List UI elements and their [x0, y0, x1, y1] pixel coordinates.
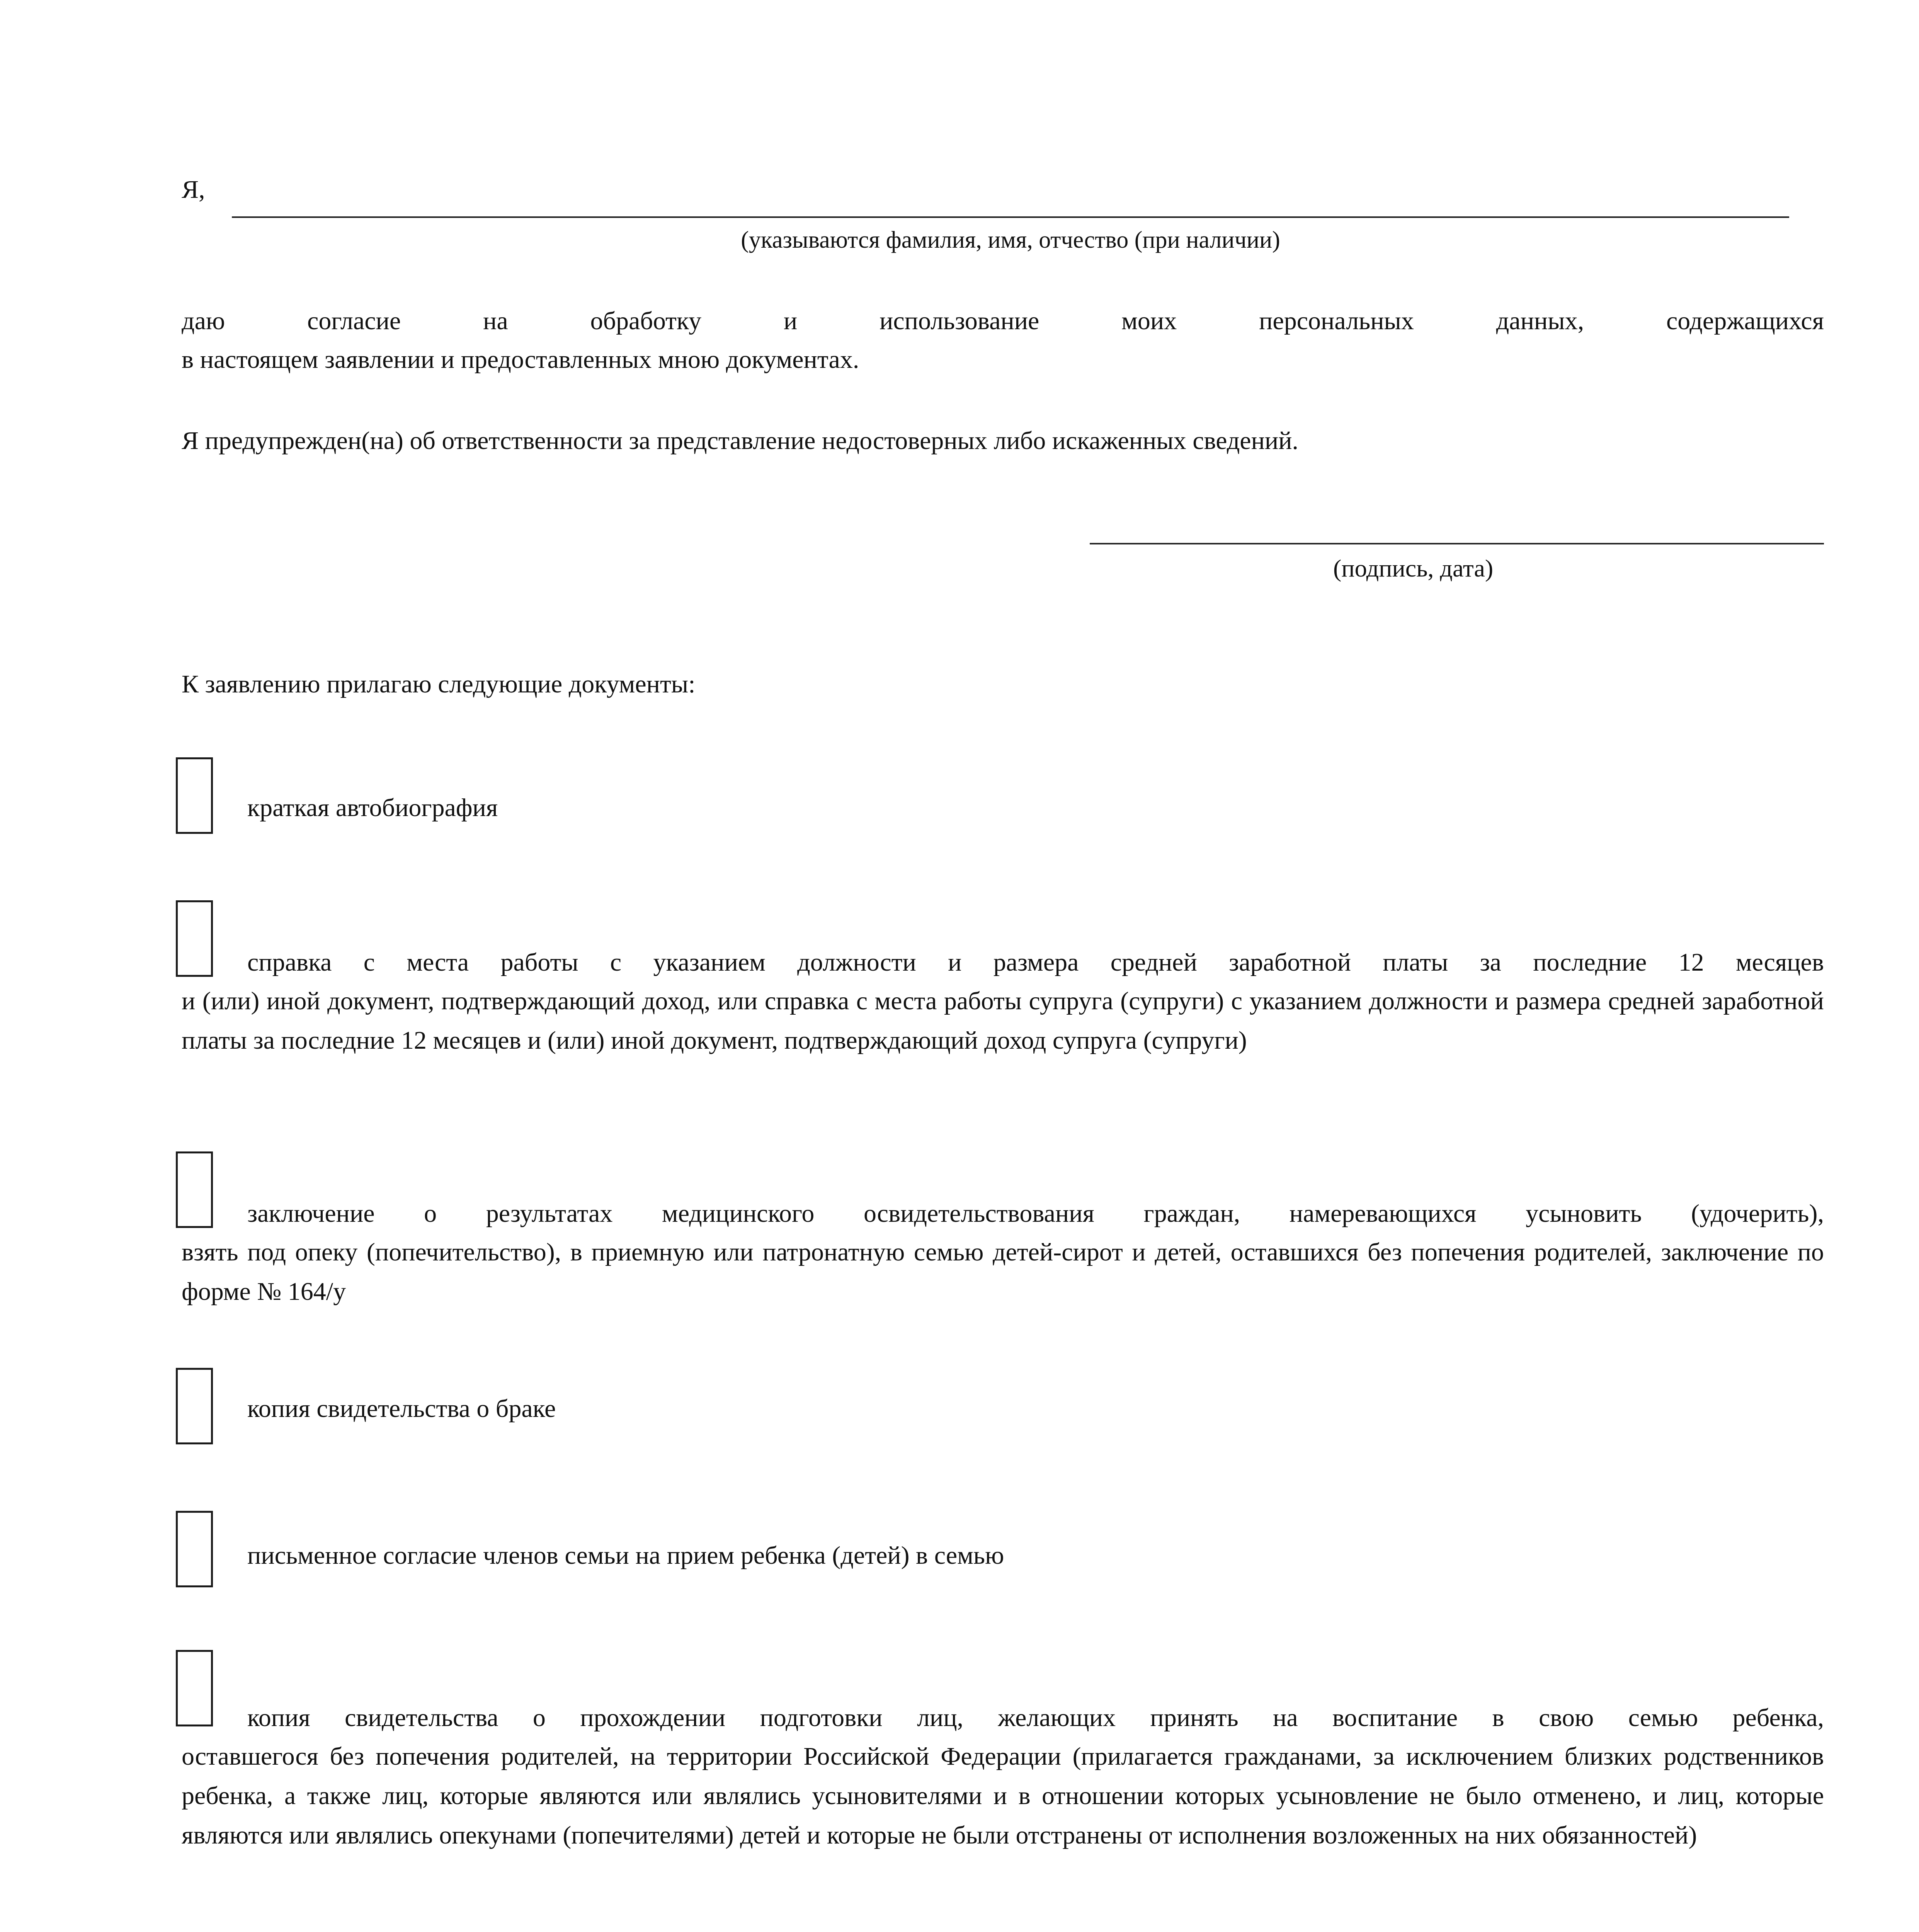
checkbox-family-consent[interactable] [176, 1511, 213, 1587]
attachment-training-certificate-cont: оставшегося без попечения родителей, на территории Российской Федерации (прилагается гражданами, за исключением близких родственников ребенка, а также лиц, которые являются или являлись усыновителями и в отношении которых усыновление не было отменено, и лиц, которые являются или являлись опекунами (попечителями) детей и которые не были отстранены от исполнения возложенных на них обязанностей) [182, 1742, 1824, 1849]
checkbox-autobiography[interactable] [176, 757, 213, 834]
attachment-medical-report: заключение о результатах медицинского освидетельствования граждан, намеревающихся усыновить (удочерить), [247, 1199, 1824, 1228]
signature-date-field[interactable] [1090, 543, 1824, 544]
attachments-heading: К заявлению прилагаю следующие документы: [182, 670, 696, 698]
consent-line-1: даю согласие на обработку и использование моих персональных данных, содержащихся [182, 307, 1824, 335]
checkbox-medical-report[interactable] [176, 1151, 213, 1228]
checkbox-income-certificate[interactable] [176, 900, 213, 977]
applicant-prefix: Я, [182, 175, 205, 204]
consent-line-2: в настоящем заявлении и предоставленных мною документах. [182, 345, 859, 374]
attachment-income-certificate-cont: и (или) иной документ, подтверждающий доход, или справка с места работы супруга (супруги) с указанием должности и размера средней заработной платы за последние 12 месяцев и (или) иной документ, подтверждающий доход супруга (супруги) [182, 987, 1824, 1054]
attachment-training-certificate: копия свидетельства о прохождении подготовки лиц, желающих принять на воспитание в свою семью ребенка, [247, 1704, 1824, 1732]
attachment-family-consent: письменное согласие членов семьи на прием ребенка (детей) в семью [247, 1541, 1004, 1570]
checkbox-marriage-certificate[interactable] [176, 1368, 213, 1444]
attachment-marriage-certificate: копия свидетельства о браке [247, 1395, 556, 1423]
signature-hint: (подпись, дата) [1333, 554, 1494, 582]
attachment-medical-report-cont: взять под опеку (попечительство), в приемную или патронатную семью детей-сирот и детей, оставшихся без попечения родителей, заключение по форме № 164/у [182, 1238, 1824, 1306]
attachment-income-certificate: справка с места работы с указанием должности и размера средней заработной платы за последние 12 месяцев [247, 948, 1824, 976]
applicant-name-hint: (указываются фамилия, имя, отчество (при наличии) [741, 227, 1280, 253]
responsibility-warning: Я предупрежден(на) об ответственности за представление недостоверных либо искаженных сведений. [182, 427, 1299, 455]
attachment-autobiography: краткая автобиография [247, 794, 498, 822]
applicant-name-field[interactable] [232, 216, 1789, 218]
checkbox-training-certificate[interactable] [176, 1650, 213, 1726]
